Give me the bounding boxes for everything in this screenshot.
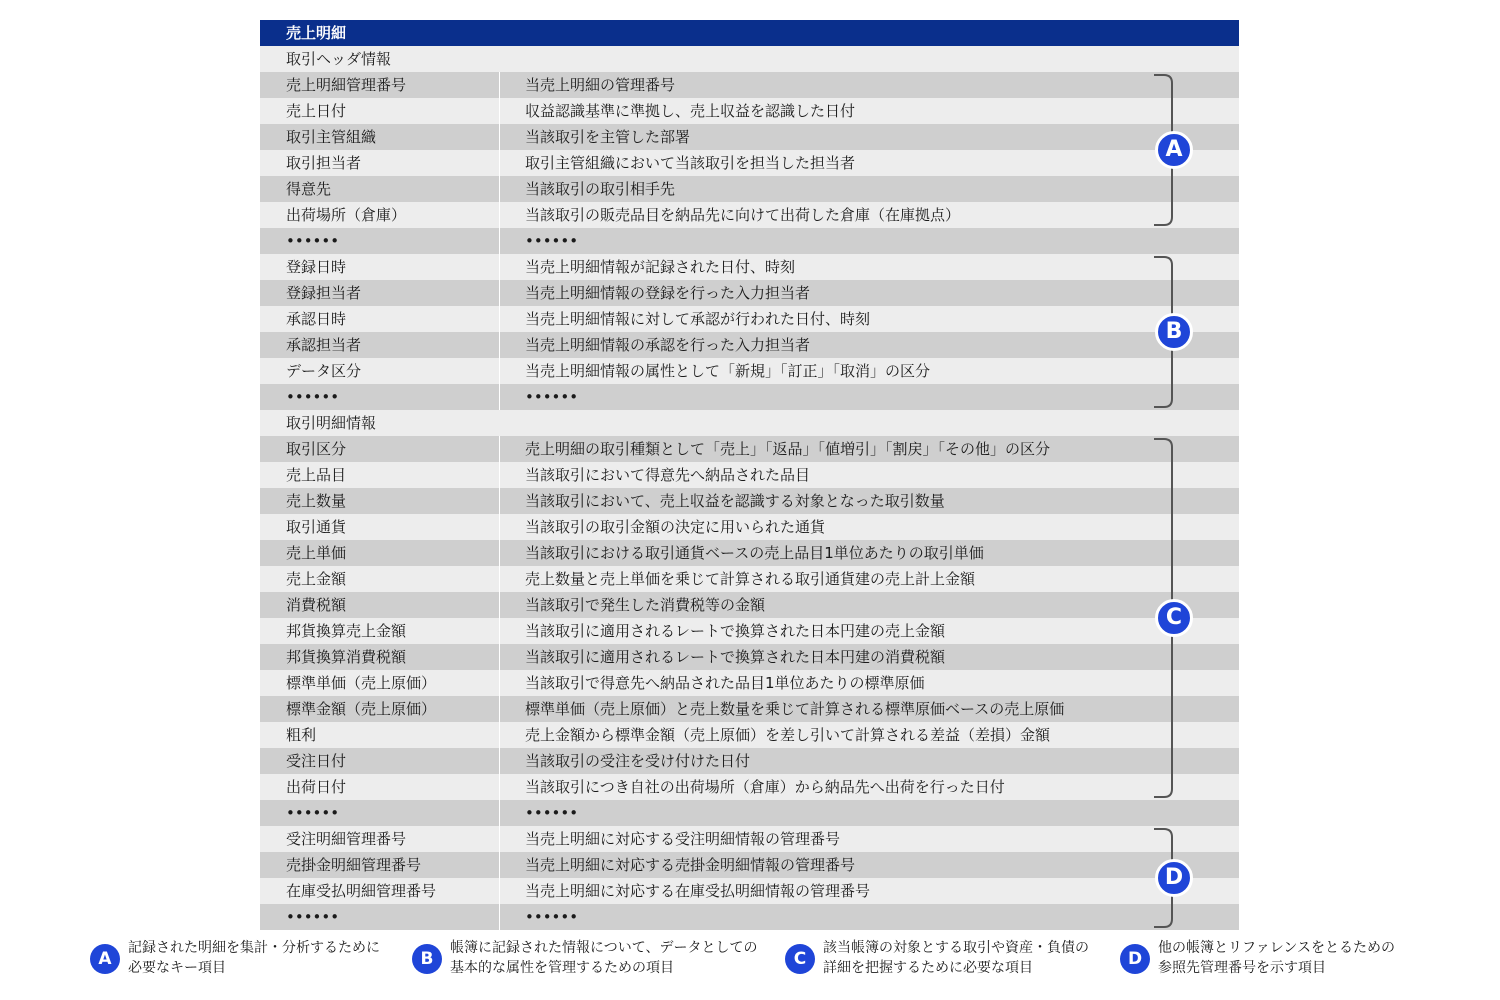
table-row <box>260 878 1239 904</box>
table-row <box>260 852 1239 878</box>
table-row <box>260 202 1239 228</box>
item-description: 取引主管組織において当該取引を担当した担当者 <box>525 154 856 172</box>
item-name: 邦貨換算売上金額 <box>260 618 500 644</box>
legend-line-1: 他の帳簿とリファレンスをとるための <box>1158 940 1395 956</box>
item-name: 売上日付 <box>260 98 500 124</box>
table-row <box>260 176 1239 202</box>
table-row <box>260 800 1239 826</box>
item-description: 収益認識基準に準拠し、売上収益を認識した日付 <box>525 102 856 120</box>
item-description: •••••• <box>525 804 579 822</box>
table-row <box>260 618 1239 644</box>
item-description: 売上数量と売上単価を乗じて計算される取引通貨建の売上計上金額 <box>525 570 976 588</box>
item-name: 売上金額 <box>260 566 500 592</box>
legend-text <box>1158 938 1395 978</box>
item-name: 邦貨換算消費税額 <box>260 644 500 670</box>
table-row <box>260 150 1239 176</box>
table-row <box>260 254 1239 280</box>
item-description: 当該取引を主管した部署 <box>525 128 691 146</box>
group-badge-c: C <box>1155 599 1193 637</box>
group-badge-a: A <box>1155 131 1193 169</box>
legend-line-2: 参照先管理番号を示す項目 <box>1158 960 1326 976</box>
item-name: 得意先 <box>260 176 500 202</box>
table-row <box>260 722 1239 748</box>
table-row <box>260 540 1239 566</box>
table-row <box>260 124 1239 150</box>
item-description: 当売上明細情報が記録された日付、時刻 <box>525 258 796 276</box>
legend-text <box>128 938 380 978</box>
legend-badge: B <box>412 944 442 974</box>
table-row <box>260 358 1239 384</box>
item-description: 売上金額から標準金額（売上原価）を差し引いて計算される差益（差損）金額 <box>525 726 1051 744</box>
item-description: •••••• <box>525 908 579 926</box>
item-name: 取引通貨 <box>260 514 500 540</box>
legend-line-1: 該当帳簿の対象とする取引や資産・負債の <box>823 940 1089 956</box>
item-name: 出荷場所（倉庫） <box>260 202 500 228</box>
table-row <box>260 98 1239 124</box>
item-name: 粗利 <box>260 722 500 748</box>
legend-line-2: 基本的な属性を管理するための項目 <box>450 960 674 976</box>
item-name: 承認担当者 <box>260 332 500 358</box>
legend-badge: C <box>785 944 815 974</box>
table-row <box>260 670 1239 696</box>
table-row <box>260 306 1239 332</box>
item-description: 当売上明細情報の登録を行った入力担当者 <box>525 284 811 302</box>
item-description: 当該取引に適用されるレートで換算された日本円建の消費税額 <box>525 648 946 666</box>
group-badge-d: D <box>1155 859 1193 897</box>
item-name: •••••• <box>260 904 500 930</box>
table-row <box>260 644 1239 670</box>
item-name: •••••• <box>260 228 500 254</box>
table-section-row <box>260 46 1239 72</box>
item-description: 当該取引で得意先へ納品された品目1単位あたりの標準原価 <box>525 674 925 692</box>
item-description: 標準単価（売上原価）と売上数量を乗じて計算される標準原価ベースの売上原価 <box>525 700 1065 718</box>
item-name: 出荷日付 <box>260 774 500 800</box>
legend-text <box>823 938 1089 978</box>
legend-badge: A <box>90 944 120 974</box>
legend-line-1: 帳簿に記録された情報について、データとしての <box>450 940 758 956</box>
item-description: 当該取引の取引金額の決定に用いられた通貨 <box>525 518 826 536</box>
item-description: 売上明細の取引種類として「売上」「返品」「値増引」「割戻」「その他」の区分 <box>525 440 1051 458</box>
item-name: 売掛金明細管理番号 <box>260 852 500 878</box>
table-row <box>260 774 1239 800</box>
item-name: 受注日付 <box>260 748 500 774</box>
section-title: 取引ヘッダ情報 <box>286 50 392 68</box>
item-name: 売上品目 <box>260 462 500 488</box>
table-title: 売上明細 <box>260 20 1239 46</box>
legend-line-1: 記録された明細を集計・分析するために <box>128 940 380 956</box>
item-name: 売上数量 <box>260 488 500 514</box>
item-description: 当売上明細の管理番号 <box>525 76 676 94</box>
table-row <box>260 696 1239 722</box>
group-badge-b: B <box>1155 313 1193 351</box>
table-row <box>260 436 1239 462</box>
legend-line-2: 必要なキー項目 <box>128 960 226 976</box>
item-name: •••••• <box>260 384 500 410</box>
item-name: 取引担当者 <box>260 150 500 176</box>
table-row <box>260 488 1239 514</box>
table-row <box>260 72 1239 98</box>
item-description: 当該取引において得意先へ納品された品目 <box>525 466 811 484</box>
legend-item-b <box>412 938 757 978</box>
item-name: 消費税額 <box>260 592 500 618</box>
item-name: 登録日時 <box>260 254 500 280</box>
item-name: •••••• <box>260 800 500 826</box>
item-description: 当該取引において、売上収益を認識する対象となった取引数量 <box>525 492 945 510</box>
table-section-row <box>260 410 1239 436</box>
item-description: 当売上明細情報に対して承認が行われた日付、時刻 <box>525 310 871 328</box>
table-row <box>260 462 1239 488</box>
legend-item-d <box>1120 938 1395 978</box>
item-description: 当該取引で発生した消費税等の金額 <box>525 596 766 614</box>
item-name: 売上明細管理番号 <box>260 72 500 98</box>
table-row <box>260 332 1239 358</box>
item-description: 当売上明細情報の属性として「新規」「訂正」「取消」の区分 <box>525 362 931 380</box>
table-rows <box>260 46 1239 930</box>
item-name: 標準単価（売上原価） <box>260 670 500 696</box>
item-description: 当売上明細情報の承認を行った入力担当者 <box>525 336 811 354</box>
legend-badge: D <box>1120 944 1150 974</box>
legend-line-2: 詳細を把握するために必要な項目 <box>823 960 1033 976</box>
section-title: 取引明細情報 <box>286 414 377 432</box>
item-description: 当該取引の受注を受け付けた日付 <box>525 752 751 770</box>
item-name: 登録担当者 <box>260 280 500 306</box>
item-description: 当該取引の取引相手先 <box>525 180 676 198</box>
item-description: 当売上明細に対応する売掛金明細情報の管理番号 <box>525 856 856 874</box>
item-description: 当該取引につき自社の出荷場所（倉庫）から納品先へ出荷を行った日付 <box>525 778 1005 796</box>
legend-item-a <box>90 938 380 978</box>
item-description: •••••• <box>525 388 579 406</box>
table-row <box>260 280 1239 306</box>
item-name: 在庫受払明細管理番号 <box>260 878 500 904</box>
item-name: 承認日時 <box>260 306 500 332</box>
table-row <box>260 514 1239 540</box>
item-name: 売上単価 <box>260 540 500 566</box>
item-description: 当該取引の販売品目を納品先に向けて出荷した倉庫（在庫拠点） <box>525 206 961 224</box>
item-name: 標準金額（売上原価） <box>260 696 500 722</box>
table-row <box>260 384 1239 410</box>
item-name: 取引区分 <box>260 436 500 462</box>
table-row <box>260 826 1239 852</box>
item-name: 取引主管組織 <box>260 124 500 150</box>
item-name: データ区分 <box>260 358 500 384</box>
item-name: 受注明細管理番号 <box>260 826 500 852</box>
item-description: 当売上明細に対応する受注明細情報の管理番号 <box>525 830 841 848</box>
legend-text <box>450 938 757 978</box>
legend-item-c <box>785 938 1089 978</box>
item-description: •••••• <box>525 232 579 250</box>
item-description: 当該取引に適用されるレートで換算された日本円建の売上金額 <box>525 622 946 640</box>
table-row <box>260 748 1239 774</box>
item-description: 当売上明細に対応する在庫受払明細情報の管理番号 <box>525 882 871 900</box>
table-row <box>260 592 1239 618</box>
item-description: 当該取引における取引通貨ベースの売上品目1単位あたりの取引単価 <box>525 544 984 562</box>
table-row <box>260 904 1239 930</box>
sales-detail-table <box>260 20 1239 930</box>
table-row <box>260 566 1239 592</box>
table-row <box>260 228 1239 254</box>
